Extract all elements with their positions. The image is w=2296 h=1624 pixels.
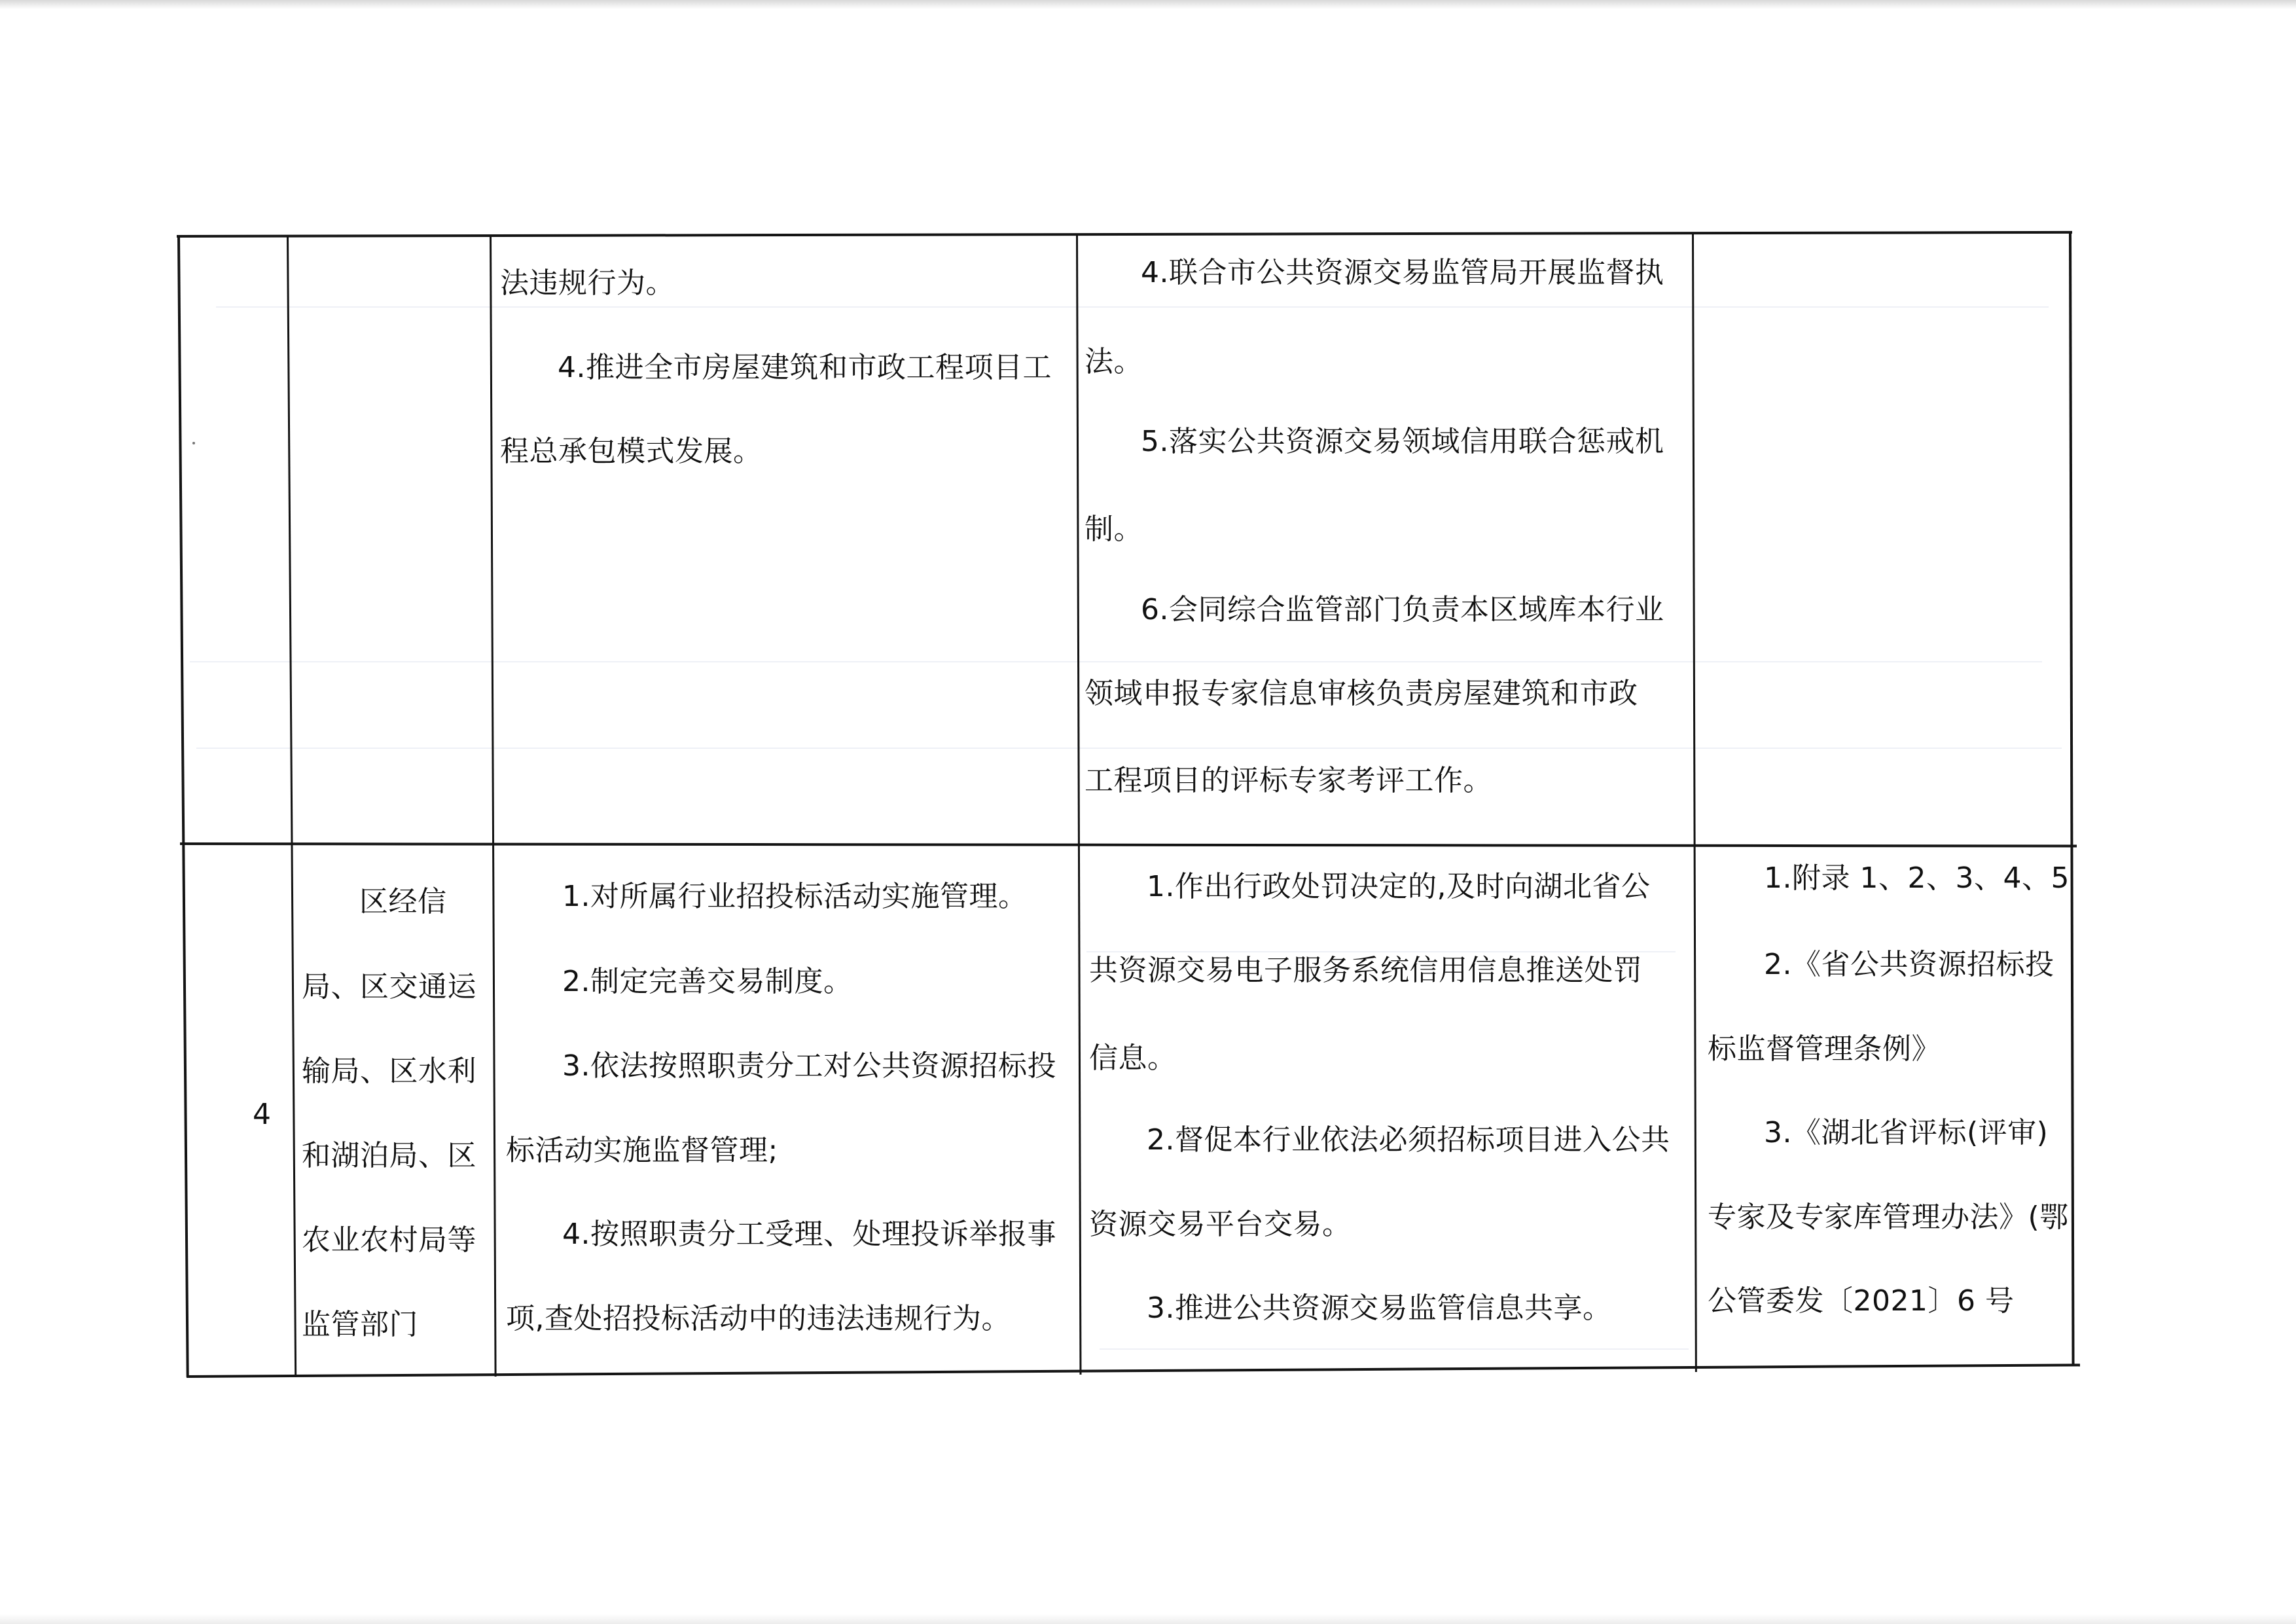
basis-line: 1.附录 1、2、3、4、5	[1764, 861, 2070, 895]
measure-line: 2.制定完善交易制度。	[562, 965, 853, 998]
responsibility-line: 6.会同综合监管部门负责本区域库本行业	[1141, 593, 1664, 626]
department-line: 和湖泊局、区	[302, 1139, 476, 1172]
basis-line: 专家及专家库管理办法》(鄂	[1708, 1200, 2069, 1234]
measure-line: 1.对所属行业招投标活动实施管理。	[562, 880, 1028, 913]
row-divider	[180, 842, 2077, 848]
department-line: 局、区交通运	[302, 970, 476, 1003]
table-right-border	[2069, 233, 2075, 1365]
col-divider-3	[1076, 234, 1081, 1375]
measure-line: 标活动实施监督管理;	[506, 1134, 778, 1167]
col-divider-4	[1692, 233, 1697, 1372]
scan-edge-top	[0, 0, 2296, 9]
measure-line: 项,查处招投标活动中的违法违规行为。	[506, 1302, 1011, 1335]
responsibility-line: 工程项目的评标专家考评工作。	[1085, 764, 1492, 797]
basis-line: 公管委发〔2021〕6 号	[1708, 1284, 2015, 1318]
responsibility-line: 领域申报专家信息审核负责房屋建筑和市政	[1085, 677, 1638, 710]
table-bottom-border	[187, 1363, 2080, 1378]
department-line: 区经信	[359, 885, 447, 918]
responsibility-line: 3.推进公共资源交易监管信息共享。	[1147, 1291, 1612, 1325]
basis-line: 标监督管理条例》	[1708, 1032, 1941, 1066]
responsibility-line: 共资源交易电子服务系统信用信息推送处罚	[1089, 954, 1643, 987]
responsibility-line: 法。	[1085, 345, 1143, 378]
department-line: 输局、区水利	[302, 1055, 476, 1088]
measure-line: 4.按照职责分工受理、处理投诉举报事	[562, 1218, 1056, 1251]
department-line: 监管部门	[302, 1308, 418, 1341]
department-line: 农业农村局等	[302, 1223, 476, 1257]
basis-line: 2.《省公共资源招标投	[1764, 948, 2054, 981]
responsibility-line: 信息。	[1089, 1041, 1177, 1075]
measure-line: 4.推进全市房屋建筑和市政工程项目工	[558, 351, 1052, 384]
responsibility-line: 5.落实公共资源交易领域信用联合惩戒机	[1141, 425, 1664, 458]
measure-line: 程总承包模式发展。	[500, 435, 762, 468]
measure-line: 法违规行为。	[500, 266, 675, 300]
col-divider-2	[490, 236, 497, 1377]
responsibility-line: 资源交易平台交易。	[1089, 1208, 1352, 1241]
measure-line: 3.依法按照职责分工对公共资源招标投	[562, 1049, 1056, 1083]
table-left-border	[177, 236, 189, 1377]
table-top-border	[177, 231, 2072, 238]
responsibility-line: 制。	[1085, 513, 1143, 546]
basis-line: 3.《湖北省评标(评审)	[1764, 1116, 2049, 1149]
col-divider-1	[287, 236, 296, 1377]
responsibility-line: 1.作出行政处罚决定的,及时向湖北省公	[1147, 870, 1651, 903]
scan-edge-bottom	[0, 1614, 2296, 1624]
responsibility-line: 2.督促本行业依法必须招标项目进入公共	[1147, 1123, 1670, 1157]
row-number: 4	[253, 1098, 272, 1131]
responsibility-line: 4.联合市公共资源交易监管局开展监督执	[1141, 256, 1664, 289]
scan-speck	[192, 442, 195, 444]
